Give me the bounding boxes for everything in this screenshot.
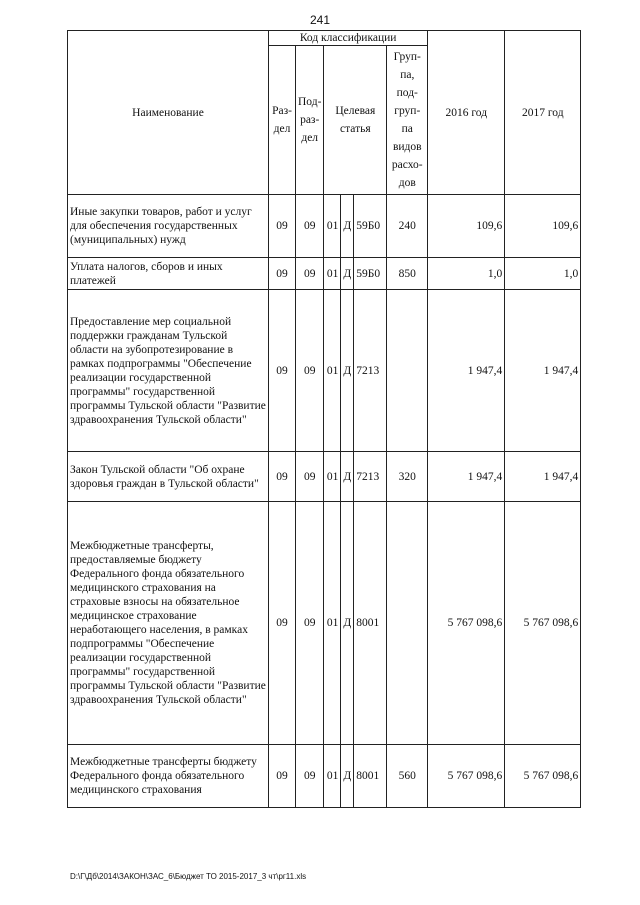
header-statya: Целевая статья — [324, 46, 387, 195]
row-amount-2016: 109,6 — [428, 195, 505, 258]
row-statya-program: 01 — [324, 745, 341, 808]
budget-table — [67, 30, 581, 808]
row-statya-program: 01 — [324, 452, 341, 502]
header-razdel: Раз- дел — [269, 46, 296, 195]
header-gruppa: Груп- па, под- груп- па видов расхо- дов — [387, 46, 428, 195]
file-path-footer: D:\Г\Дб\2014\ЗАКОН\ЗАС_6\Бюджет ТО 2015-2017_3 чт\рг11.xls — [70, 872, 307, 881]
row-statya-subprogram: Д — [341, 502, 354, 745]
row-statya-subprogram: Д — [341, 745, 354, 808]
row-amount-2017: 109,6 — [505, 195, 581, 258]
header-year-2016: 2016 год — [428, 31, 505, 195]
row-amount-2016: 5 767 098,6 — [428, 502, 505, 745]
row-amount-2017: 5 767 098,6 — [505, 502, 581, 745]
row-vid: 850 — [387, 258, 428, 290]
row-razdel: 09 — [269, 502, 296, 745]
header-code: Код классификации — [269, 31, 428, 46]
row-statya-program: 01 — [324, 195, 341, 258]
row-statya-program: 01 — [324, 290, 341, 452]
row-name: Закон Тульской области "Об охране здоровья граждан в Тульской области" — [68, 452, 269, 502]
row-vid — [387, 290, 428, 452]
row-statya-direction: 8001 — [354, 745, 387, 808]
row-vid: 240 — [387, 195, 428, 258]
row-statya-direction: 7213 — [354, 452, 387, 502]
header-podrazdel: Под- раз- дел — [296, 46, 324, 195]
row-amount-2017: 1 947,4 — [505, 452, 581, 502]
row-podrazdel: 09 — [296, 745, 324, 808]
row-podrazdel: 09 — [296, 290, 324, 452]
row-razdel: 09 — [269, 290, 296, 452]
row-statya-subprogram: Д — [341, 258, 354, 290]
table-row — [68, 745, 581, 808]
header-year-2017: 2017 год — [505, 31, 581, 195]
row-podrazdel: 09 — [296, 195, 324, 258]
row-amount-2016: 1,0 — [428, 258, 505, 290]
row-razdel: 09 — [269, 258, 296, 290]
table-header — [68, 31, 581, 195]
table-row — [68, 195, 581, 258]
row-podrazdel: 09 — [296, 452, 324, 502]
row-name: Предоставление мер социальной поддержки гражданам Тульской области на зубопротезирование в рамках подпрограммы "Обеспечение реализации государственной программы" государственной программы Тульской области "Развитие здравоохранения Тульской области" — [68, 290, 269, 452]
row-statya-subprogram: Д — [341, 452, 354, 502]
row-vid: 560 — [387, 745, 428, 808]
row-razdel: 09 — [269, 452, 296, 502]
row-amount-2017: 5 767 098,6 — [505, 745, 581, 808]
row-name: Межбюджетные трансферты бюджету Федерального фонда обязательного медицинского страхования — [68, 745, 269, 808]
row-amount-2017: 1,0 — [505, 258, 581, 290]
row-amount-2016: 5 767 098,6 — [428, 745, 505, 808]
row-name: Иные закупки товаров, работ и услуг для обеспечения государственных (муниципальных) нужд — [68, 195, 269, 258]
row-amount-2016: 1 947,4 — [428, 452, 505, 502]
row-statya-subprogram: Д — [341, 290, 354, 452]
table-row — [68, 502, 581, 745]
row-podrazdel: 09 — [296, 502, 324, 745]
row-statya-program: 01 — [324, 502, 341, 745]
row-vid: 320 — [387, 452, 428, 502]
row-amount-2017: 1 947,4 — [505, 290, 581, 452]
table-row — [68, 258, 581, 290]
row-name: Уплата налогов, сборов и иных платежей — [68, 258, 269, 290]
header-name: Наименование — [68, 31, 269, 195]
row-podrazdel: 09 — [296, 258, 324, 290]
row-statya-direction: 7213 — [354, 290, 387, 452]
row-name: Межбюджетные трансферты, предоставляемые бюджету Федерального фонда обязательного медицинского страхования на страховые взносы на обязательное медицинское страхование неработающего населения, в рамках подпрограммы "Обеспечение реализации государственной программы" государственной программы Тульской области "Развитие здравоохранения Тульской области" — [68, 502, 269, 745]
row-statya-program: 01 — [324, 258, 341, 290]
row-statya-subprogram: Д — [341, 195, 354, 258]
row-amount-2016: 1 947,4 — [428, 290, 505, 452]
page-number: 241 — [309, 13, 331, 27]
row-vid — [387, 502, 428, 745]
row-razdel: 09 — [269, 195, 296, 258]
row-statya-direction: 8001 — [354, 502, 387, 745]
table-row — [68, 290, 581, 452]
row-statya-direction: 59Б0 — [354, 258, 387, 290]
row-razdel: 09 — [269, 745, 296, 808]
row-statya-direction: 59Б0 — [354, 195, 387, 258]
table-body — [68, 195, 581, 808]
table-row — [68, 452, 581, 502]
